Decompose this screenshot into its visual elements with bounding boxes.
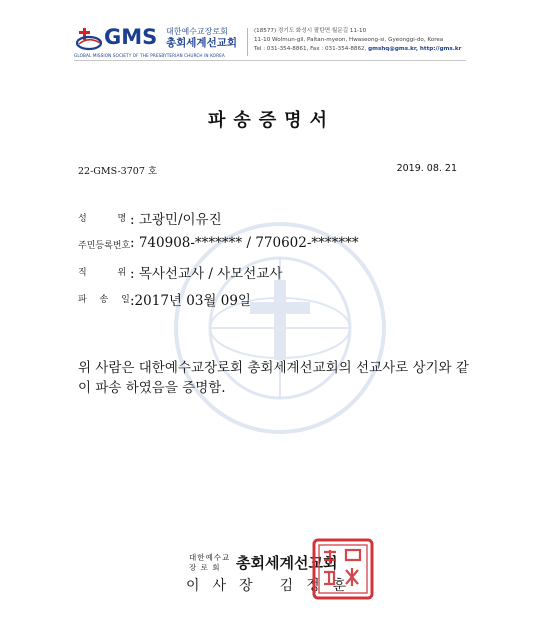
header-divider — [247, 28, 248, 56]
footer-org-name: 총회세계선교회 — [236, 554, 338, 572]
contact-phone-fax: Tel : 031-354-8861, Fax : 031-354-8862, — [254, 46, 369, 52]
gms-cross-logo-icon — [74, 27, 102, 51]
president-title: 이사장 — [186, 578, 266, 594]
header-address — [254, 27, 461, 54]
logo-org-name: 총회세계선교회 — [166, 37, 238, 49]
field-label-id-number: 주민등록번호 — [78, 241, 131, 251]
certification-statement: 위 사람은 대한예수교장로회 총회세계선교회의 선교사로 상기와 같이 파송 하였음을 증명함. — [78, 360, 469, 396]
field-value-position: : 목사선교사 / 사모선교사 — [130, 266, 283, 282]
address-korean: (18577) 경기도 화성시 팔탄면 월문길 11-10 — [254, 28, 367, 34]
watermark-seal-icon — [170, 218, 390, 438]
field-label-name: 성 명 — [78, 214, 141, 224]
official-red-seal-icon — [312, 538, 374, 600]
contact-email-web: gmshq@gms.kr, http://gms.kr — [368, 46, 462, 52]
footer-org-small — [189, 553, 230, 573]
field-value-dispatch-date: :2017년 03월 09일 — [130, 293, 251, 309]
footer-org-small-line1: 대한예수교 — [189, 553, 231, 562]
address-english: 11-10 Wolmun-gil, Paltan-myeon, Hwaseong-si, Gyeonggi-do, Korea — [254, 37, 444, 43]
document-title: 파송증명서 — [208, 110, 335, 131]
field-value-id-number: : 740908-******* / 770602-******* — [130, 235, 359, 251]
contact-line — [254, 45, 461, 54]
president-name: 김정훈 — [279, 578, 360, 594]
field-value-name: : 고광민/이유진 — [130, 212, 222, 228]
gms-logo — [74, 25, 244, 61]
document-number: 22-GMS-3707 호 — [78, 166, 158, 177]
field-label-position: 직 위 — [78, 268, 141, 278]
logo-gms-text: GMS — [104, 25, 158, 49]
header-rule — [74, 60, 466, 61]
issue-date: 2019. 08. 21 — [396, 163, 457, 174]
logo-org-small: 대한예수교장로회 — [166, 27, 228, 36]
logo-english-name: GLOBAL MISSION SOCIETY OF THE PRESBYTERIAN CHURCH IN KOREA — [74, 53, 225, 58]
footer-org-small-line2: 장 로 회 — [189, 563, 221, 572]
field-label-dispatch-date: 파 송 일 — [78, 295, 135, 305]
